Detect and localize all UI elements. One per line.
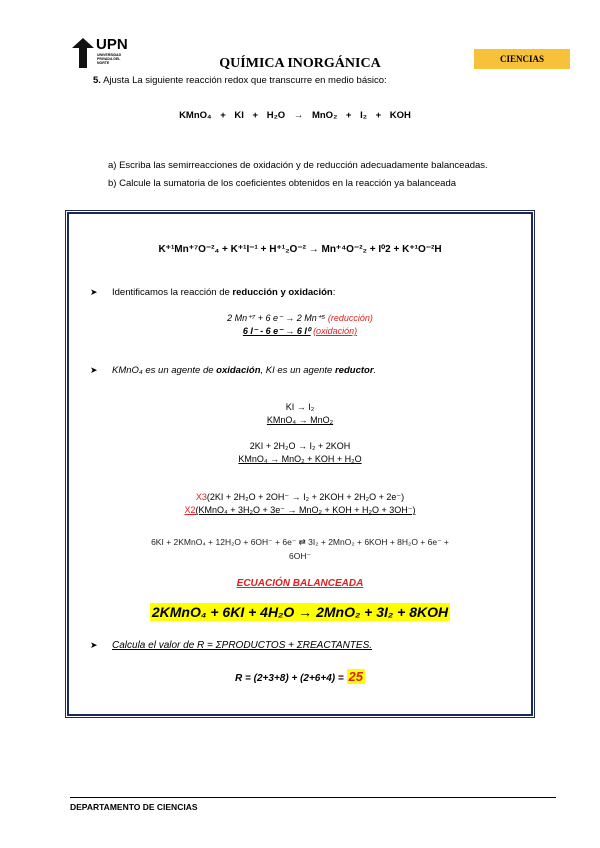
category-badge: CIENCIAS — [474, 49, 570, 69]
result-line — [65, 669, 535, 684]
agent-text-5: . — [373, 365, 377, 376]
agent-text-4: reductor — [334, 365, 374, 376]
half-ox-tag: (oxidación) — [313, 326, 358, 336]
step3-a-eq: (2KI + 2H₂O + 2OH⁻ → I₂ + 2KOH + 2H₂O + 2e⁻) — [206, 492, 405, 502]
agent-text-1: KMnO₄ es un agente de — [112, 365, 214, 376]
step2-line-a: 2KI + 2H₂O → I₂ + 2KOH — [249, 441, 351, 451]
step1-line-a: KI → I₂ — [285, 402, 315, 412]
half-red-tag: (reducción) — [327, 313, 373, 323]
half-red-eq: 2 Mn⁺⁷ + 6 e⁻ → 2 Mn⁺⁵ — [227, 313, 326, 323]
result-expression: R = (2+3+8) + (2+6+4) = — [235, 673, 344, 684]
half-ox-eq: 6 I⁻ - 6 e⁻ → 6 I⁰ — [242, 326, 311, 336]
question-text: Ajusta La siguiente reacción redox que transcurre en medio básico: — [103, 75, 387, 86]
arrow-bullet-icon: ➤ — [90, 640, 98, 650]
question-number: 5. — [93, 75, 101, 86]
identify-bold: reducción y oxidación — [232, 287, 333, 298]
step3-b-eq: (KMnO₄ + 3H₂O + 3e⁻ → MnO₂ + KOH + H₂O + 3OH⁻) — [195, 505, 416, 515]
logo-subtitle: UNIVERSIDAD PRIVADA DEL NORTE — [97, 53, 122, 65]
footer-divider — [70, 797, 556, 798]
half-reaction-reduction — [65, 313, 535, 324]
sum-line-2: 6OH⁻ — [289, 551, 311, 561]
question-statement — [93, 75, 387, 86]
balanced-label: ECUACIÓN BALANCEADA — [236, 578, 364, 589]
question-item-a: a) Escriba las semirreacciones de oxidación y de reducción adecuadamente balanceadas. — [108, 160, 488, 171]
balanced-equation-wrap — [65, 604, 535, 622]
sum-line-1: 6KI + 2KMnO₄ + 12H₂O + 6OH⁻ + 6e⁻ ⇄ 3I₂ + 2MnO₂ + 6KOH + 8H₂O + 6e⁻ + — [151, 537, 449, 547]
agent-text-3: , KI es un agente — [260, 365, 333, 376]
calc-text: Calcula el valor de R = ΣPRODUCTOS + ΣREACTANTES. — [112, 640, 373, 651]
agent-text-2: oxidación — [216, 365, 261, 376]
page-title: QUÍMICA INORGÁNICA — [219, 56, 381, 71]
oxidation-states-equation: K⁺¹Mn⁺⁷O⁻²₄ + K⁺¹I⁻¹ + H⁺¹₂O⁻² → Mn⁺⁴O⁻²₂ + I⁰2 + K⁺¹O⁻²H — [158, 244, 442, 255]
question-item-b: b) Calcule la sumatoria de los coeficientes obtenidos en la reacción ya balanceada — [108, 178, 457, 189]
identify-suffix: : — [332, 287, 336, 298]
calc-line — [90, 640, 372, 651]
step3-line-b — [65, 505, 535, 516]
identify-line — [90, 287, 335, 298]
step2-line-b: KMnO₄ → MnO₂ + KOH + H₂O — [238, 454, 362, 464]
half-reaction-oxidation — [65, 326, 535, 337]
balanced-equation: 2KMnO₄ + 6KI + 4H₂O → 2MnO₂ + 3I₂ + 8KOH — [151, 604, 449, 620]
step1-line-b: KMnO₄ → MnO₂ — [266, 415, 334, 425]
result-value: 25 — [348, 669, 363, 684]
multiplier-x2: X2 — [184, 505, 196, 515]
identify-prefix: Identificamos la reacción de — [112, 287, 230, 298]
footer-department: DEPARTAMENTO DE CIENCIAS — [70, 802, 198, 812]
multiplier-x3: X3 — [195, 492, 207, 502]
agents-line — [90, 365, 376, 376]
arrow-bullet-icon: ➤ — [90, 287, 98, 297]
arrow-bullet-icon: ➤ — [90, 365, 98, 375]
question-equation: KMnO₄ + KI + H₂O → MnO₂ + I₂ + KOH — [179, 110, 411, 121]
logo-text: UPN — [96, 36, 128, 53]
step3-line-a — [65, 492, 535, 503]
